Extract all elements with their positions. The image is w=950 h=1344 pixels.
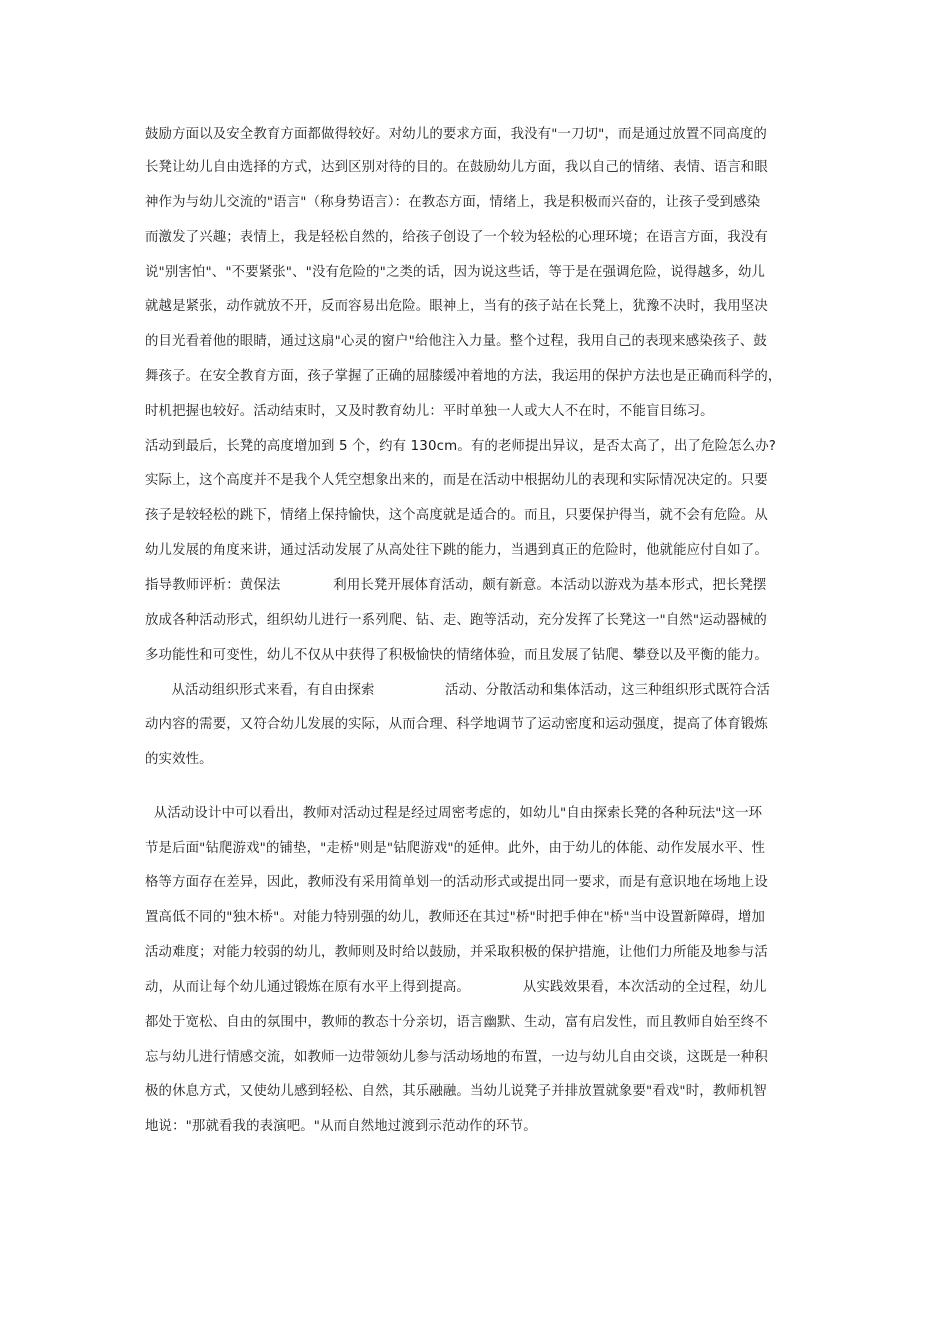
text-line: 格等方面存在差异，因此，教师没有采用简单划一的活动形式或提出同一要求，而是有意识地在场地上设	[145, 875, 768, 890]
text-line: 从活动设计中可以看出，教师对活动过程是经过周密考虑的，如幼儿"自由探索长凳的各种玩法"这一环	[145, 806, 763, 821]
text-line: 放成各种活动形式，组织幼儿进行一系列爬、钻、走、跑等活动，充分发挥了长凳这一"自然"运动器械的	[145, 613, 767, 628]
text-line: 忘与幼儿进行情感交流，如教师一边带领幼儿参与活动场地的布置，一边与幼儿自由交谈，这既是一种积	[145, 1050, 768, 1065]
text-line: 长凳让幼儿自由选择的方式，达到区别对待的目的。在鼓励幼儿方面，我以自己的情绪、表情、语言和眼	[145, 160, 768, 175]
text-line: 从活动组织形式来看，有自由探索 活动、分散活动和集体活动，这三种组织形式既符合活	[145, 683, 771, 698]
text-line: 置高低不同的"独木桥"。对能力特别强的幼儿，教师还在其过"桥"时把手伸在"桥"当中设置新障碍，增加	[145, 910, 766, 925]
text-line: 地说："那就看我的表演吧。"从而自然地过渡到示范动作的环节。	[145, 1119, 537, 1134]
text-line: 说"别害怕"、"不要紧张"、"没有危险的"之类的话，因为说这些话，等于是在强调危险，说得越多，幼儿	[145, 265, 766, 280]
text-line: 的实效性。	[145, 752, 213, 767]
text-line: 都处于宽松、自由的氛围中，教师的教态十分亲切，语言幽默、生动，富有启发性，而且教师自始至终不	[145, 1015, 768, 1030]
text-line: 实际上，这个高度并不是我个人凭空想象出来的，而是在活动中根据幼儿的表现和实际情况决定的。只要	[145, 473, 768, 488]
text-line: 极的休息方式，又使幼儿感到轻松、自然，其乐融融。当幼儿说凳子并排放置就象要"看戏"时，教师机智	[145, 1084, 767, 1099]
text-line: 幼儿发展的角度来讲，通过活动发展了从高处往下跳的能力，当遇到真正的危险时，他就能应付自如了。	[145, 543, 768, 558]
text-line: 鼓励方面以及安全教育方面都做得较好。对幼儿的要求方面，我没有"一刀切"，而是通过放置不同高度的	[145, 127, 767, 142]
text-line: 活动到最后，长凳的高度增加到 5 个，约有 130cm。有的老师提出异议，是否太高了，出了危险怎么办?	[145, 439, 777, 454]
text-line: 多功能性和可变性，幼儿不仅从中获得了积极愉快的情绪体验，而且发展了钻爬、攀登以及平衡的能力。	[145, 648, 768, 663]
text-line: 就越是紧张，动作就放不开，反而容易出危险。眼神上，当有的孩子站在长凳上，犹豫不决时，我用坚决	[145, 299, 768, 314]
text-line: 孩子是较轻松的跳下，情绪上保持愉快，这个高度就是适合的。而且，只要保护得当，就不会有危险。从	[145, 508, 768, 523]
text-line: 舞孩子。在安全教育方面，孩子掌握了正确的屈膝缓冲着地的方法，我运用的保护方法也是正确而科学的，	[145, 369, 782, 384]
text-line: 的目光看着他的眼睛，通过这扇"心灵的窗户"给他注入力量。整个过程，我用自己的表现来感染孩子、鼓	[145, 334, 767, 349]
text-line: 动内容的需要，又符合幼儿发展的实际，从而合理、科学地调节了运动密度和运动强度，提高了体育锻炼	[145, 717, 768, 732]
text-line: 时机把握也较好。活动结束时，又及时教育幼儿：平时单独一人或大人不在时，不能盲目练习。	[145, 404, 714, 419]
text-line: 神作为与幼儿交流的"语言"（称身势语言）：在教态方面，情绪上，我是积极而兴奋的，让孩子受到感染	[145, 195, 761, 210]
text-line: 指导教师评析：黄保法 利用长凳开展体育活动，颇有新意。本活动以游戏为基本形式，把长凳摆	[145, 578, 767, 593]
text-line: 动，从而让每个幼儿通过锻炼在原有水平上得到提高。 从实践效果看，本次活动的全过程，幼儿	[145, 980, 767, 995]
text-line: 节是后面"钻爬游戏"的铺垫，"走桥"则是"钻爬游戏"的延伸。此外，由于幼儿的体能、动作发展水平、性	[145, 841, 766, 856]
text-line: 而激发了兴趣；表情上，我是轻松自然的，给孩子创设了一个较为轻松的心理环境；在语言方面，我没有	[145, 230, 768, 245]
text-line: 活动难度；对能力较弱的幼儿，教师则及时给以鼓励，并采取积极的保护措施，让他们力所能及地参与活	[145, 945, 768, 960]
